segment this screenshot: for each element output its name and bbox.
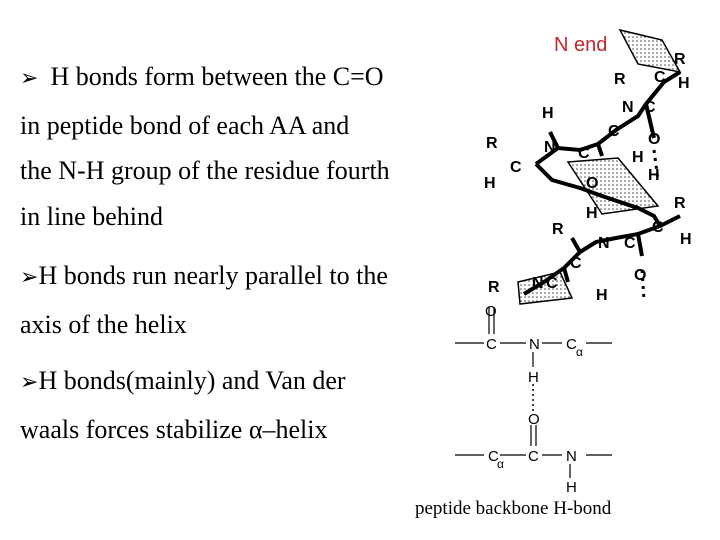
- atom-h: H: [542, 105, 554, 122]
- atom-n: N: [544, 139, 556, 156]
- bullet-1-line-3: the N-H group of the residue fourth: [20, 156, 390, 185]
- atom-r: R: [552, 221, 564, 238]
- atom-n: N: [598, 235, 610, 252]
- bb-atom-h: H: [566, 479, 577, 496]
- atom-h: H: [586, 205, 598, 222]
- helix-diagram: [440, 20, 720, 540]
- bb-alpha: α: [497, 457, 504, 471]
- atom-c: C: [510, 159, 522, 176]
- atom-r: R: [674, 195, 686, 212]
- atom-n: N: [622, 99, 634, 116]
- atom-r: R: [488, 279, 500, 296]
- bb-atom-n: N: [566, 448, 577, 465]
- helix-plane-lower: [518, 272, 572, 304]
- atom-r: R: [674, 51, 686, 68]
- bullet-1-line-4: in line behind: [20, 202, 163, 231]
- alpha-helix-figure: [415, 20, 720, 540]
- bb-atom-n: N: [529, 336, 540, 353]
- backbone-atom-labels: [485, 303, 583, 496]
- bullet-arrow-icon: ➢: [20, 66, 39, 91]
- atom-o: O: [648, 131, 661, 148]
- atom-c: C: [624, 235, 636, 252]
- bullet-1-line-1: [20, 62, 384, 94]
- bullet-3-line-2: waals forces stabilize α–helix: [20, 415, 328, 444]
- bullet-3-text-1: H bonds(mainly) and Van der: [38, 366, 346, 395]
- backbone-caption: peptide backbone H-bond: [415, 498, 612, 519]
- bullet-2-text-1: H bonds run nearly parallel to the: [38, 261, 388, 290]
- atom-o: O: [586, 175, 599, 192]
- n-end-plane: [620, 30, 680, 72]
- atom-n: N: [532, 275, 544, 292]
- bullet-3-line-1: [20, 366, 346, 398]
- bullet-1-text-1: H bonds form between the C=O: [50, 62, 384, 91]
- bb-atom-h: H: [528, 369, 539, 386]
- atom-o: O: [634, 267, 647, 284]
- atom-c: C: [652, 219, 664, 236]
- atom-c: C: [546, 275, 558, 292]
- bullet-arrow-icon: ➢: [20, 265, 39, 290]
- atom-c: C: [578, 145, 590, 162]
- bullet-2-line-1: [20, 261, 388, 293]
- bb-alpha: α: [576, 345, 583, 359]
- atom-c: C: [608, 123, 620, 140]
- atom-h: H: [678, 75, 690, 92]
- bullet-1-line-2: in peptide bond of each AA and: [20, 111, 350, 140]
- bb-atom-c: C: [528, 448, 539, 465]
- atom-c: C: [654, 69, 666, 86]
- atom-c: C: [644, 99, 656, 116]
- bullet-2-line-2: axis of the helix: [20, 310, 187, 339]
- atom-h: H: [680, 231, 692, 248]
- atom-r: R: [614, 71, 626, 88]
- n-end-label: N end: [554, 34, 608, 56]
- atom-c: C: [570, 255, 582, 272]
- helix-plane-middle: [568, 158, 658, 214]
- bb-atom-c: C: [486, 336, 497, 353]
- bb-atom-ca: C: [566, 336, 577, 353]
- bb-atom-ca: C: [488, 448, 499, 465]
- atom-h: H: [484, 175, 496, 192]
- bb-atom-o: O: [528, 411, 540, 428]
- atom-h: H: [632, 149, 644, 166]
- bullet-arrow-icon: ➢: [20, 370, 39, 395]
- atom-r: R: [486, 135, 498, 152]
- atom-h: H: [596, 287, 608, 304]
- bb-atom-o: O: [485, 303, 497, 320]
- atom-h: H: [648, 167, 660, 184]
